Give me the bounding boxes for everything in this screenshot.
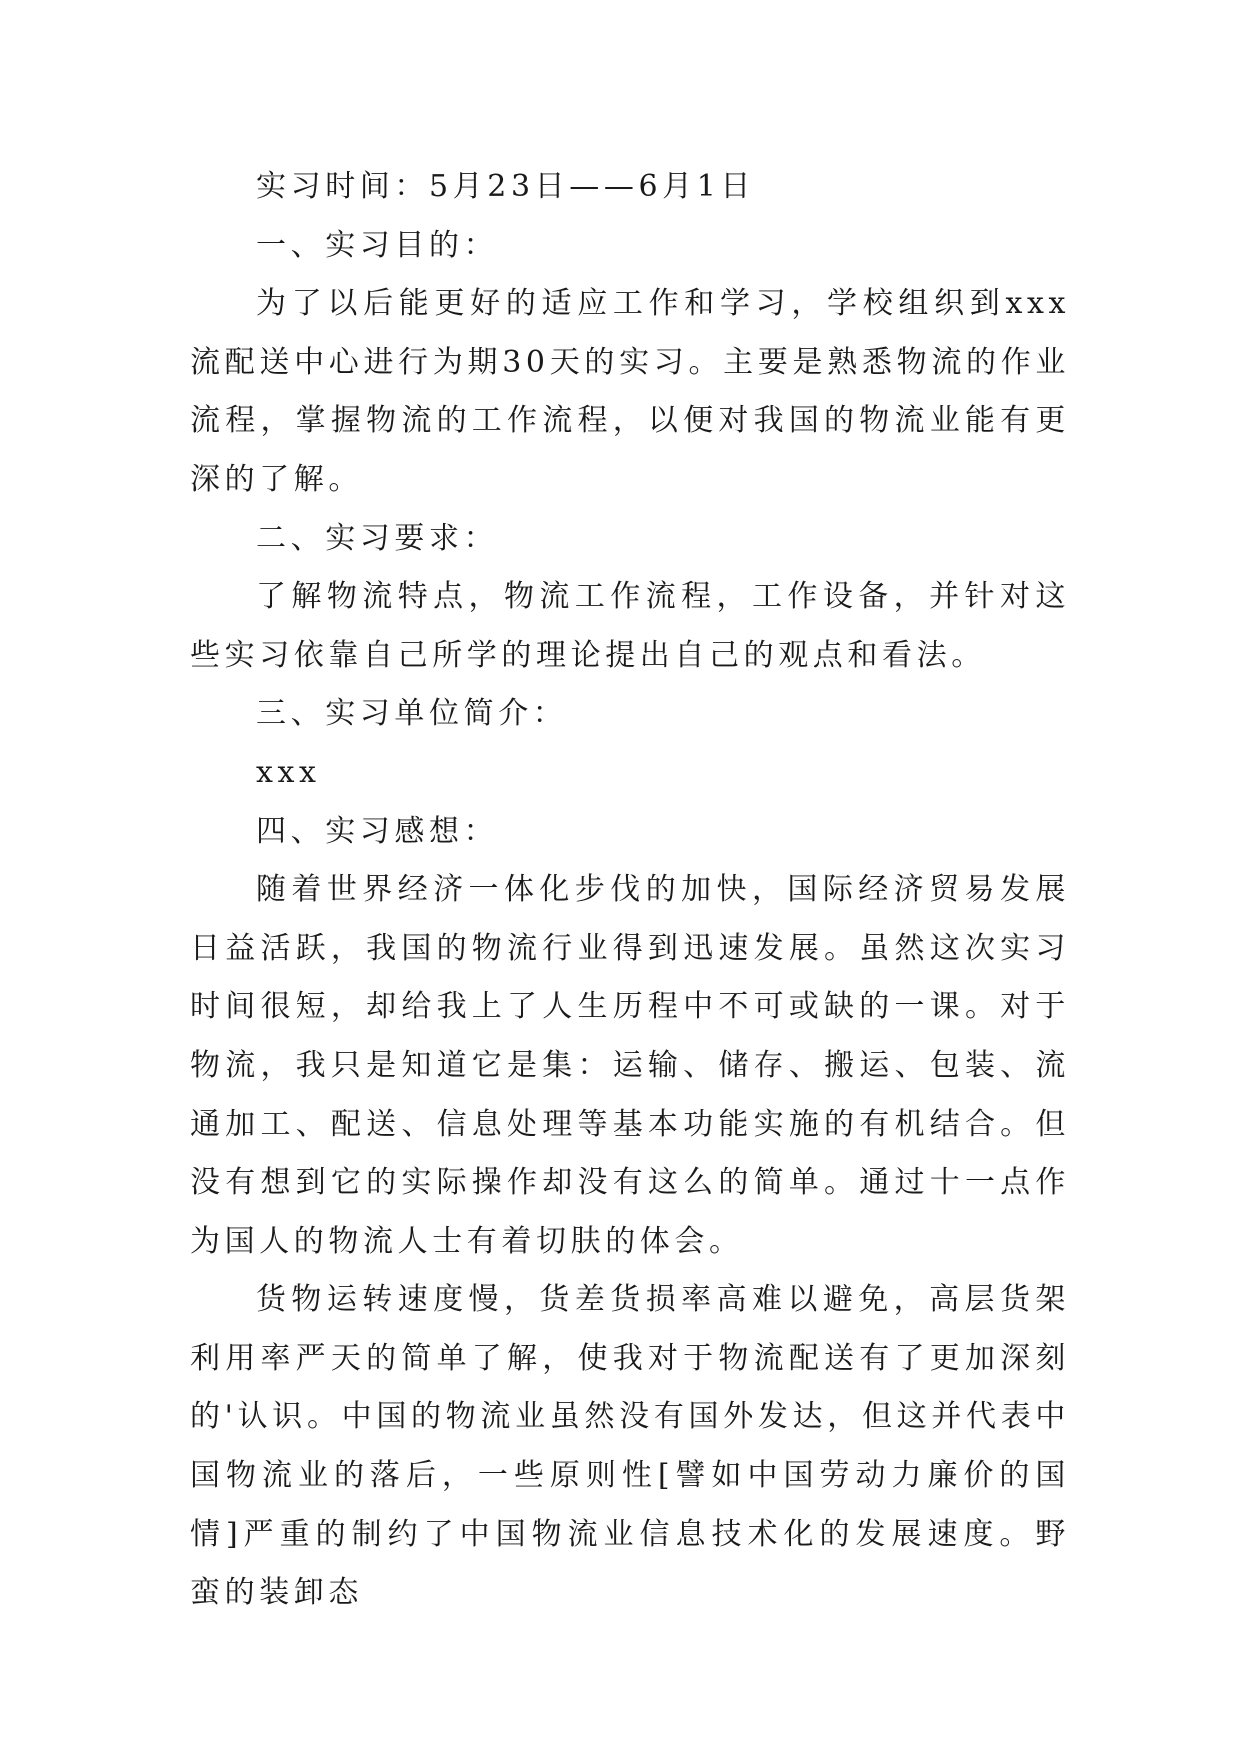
internship-period: 实习时间：5月23日——6月1日: [256, 169, 756, 204]
paragraph-reflections-1: 随着世界经济一体化步伐的加快，国际经济贸易发展日益活跃，我国的物流行业得到迅速发展。虽然这次实习时间很短，却给我上了人生历程中不可或缺的一课。对于物流，我只是知道它是集：运输、储存、搬运、包装、流通加工、配送、信息处理等基本功能实施的有机结合。但没有想到它的实际操作却没有这么的简单。通过十一点作为国人的物流人士有着切肤的体会。: [190, 872, 1070, 1259]
section-heading-reflections: 四、实习感想：: [256, 813, 499, 849]
paragraph-requirements: 了解物流特点，物流工作流程，工作设备，并针对这些实习依靠自己所学的理论提出自己的观点和看法。: [190, 579, 1070, 673]
section-heading-requirements: 二、实习要求：: [256, 520, 499, 556]
paragraph-reflections-2: 货物运转速度慢，货差货损率高难以避免，高层货架利用率严天的简单了解，使我对于物流配送有了更加深刻的'认识。中国的物流业虽然没有国外发达，但这并代表中国物流业的落后，一些原则性[譬如中国劳动力廉价的国情]严重的制约了中国物流业信息技术化的发展速度。野蛮的装卸态: [190, 1282, 1070, 1611]
section-heading-unit: 三、实习单位简介：: [256, 696, 568, 732]
paragraph-unit: xxx: [256, 754, 321, 790]
section-heading-purpose: 一、实习目的：: [256, 227, 499, 263]
paragraph-purpose: 为了以后能更好的适应工作和学习，学校组织到xxx流配送中心进行为期30天的实习。主要是熟悉物流的作业流程，掌握物流的工作流程，以便对我国的物流业能有更深的了解。: [190, 286, 1070, 497]
document-body: [190, 158, 1070, 1623]
